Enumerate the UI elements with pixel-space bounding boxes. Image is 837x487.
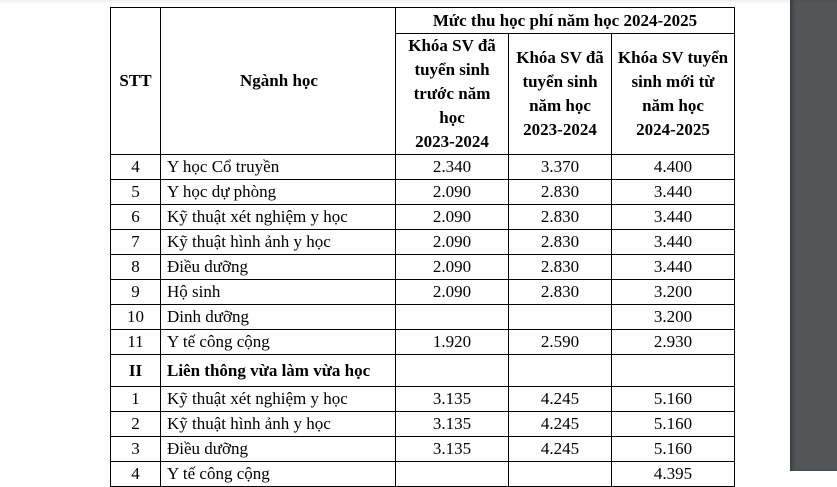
cell-fee-before-2023 [396,462,509,487]
table-row [111,462,735,487]
cell-major: Điều dưỡng [161,255,396,280]
cell-fee-before-2023: 3.135 [396,412,509,437]
table-row [111,305,735,330]
header-line: 2023-2024 [523,120,597,139]
cell-major: Y học Cổ truyền [161,155,396,180]
cell-major: Y học dự phòng [161,180,396,205]
cell-fee-2024: 5.160 [612,437,735,462]
header-col-before-2023 [396,34,509,155]
cell-stt: 11 [111,330,161,355]
cell-fee-2024: 3.440 [612,255,735,280]
cell-fee-2023: 2.830 [509,255,612,280]
cell-major: Hộ sinh [161,280,396,305]
cell-major: Kỹ thuật hình ảnh y học [161,412,396,437]
cell-stt: 7 [111,230,161,255]
header-line: Khóa SV tuyển [617,48,729,67]
cell-fee-2024: 3.440 [612,205,735,230]
cell-fee-2023 [509,355,612,387]
cell-major: Kỹ thuật xét nghiệm y học [161,387,396,412]
cell-fee-2023: 2.830 [509,280,612,305]
cell-fee-2023 [509,305,612,330]
table-row [111,437,735,462]
cell-fee-2023: 2.590 [509,330,612,355]
cell-fee-before-2023: 2.340 [396,155,509,180]
viewer-scroll-area[interactable] [790,0,837,471]
header-line: sinh mới từ [631,72,715,91]
cell-stt: 8 [111,255,161,280]
table-row [111,412,735,437]
header-col-2023 [509,34,612,155]
cell-fee-before-2023 [396,305,509,330]
section-row [111,355,735,387]
cell-fee-before-2023 [396,355,509,387]
cell-fee-2023: 2.830 [509,205,612,230]
header-line: Khóa SV đã [516,48,604,67]
cell-fee-2024 [612,355,735,387]
cell-stt: 2 [111,412,161,437]
cell-fee-2024: 3.440 [612,180,735,205]
cell-fee-2024: 5.160 [612,387,735,412]
page-top-shadow [0,0,790,4]
header-line: 2023-2024 [415,132,489,151]
cell-fee-before-2023: 2.090 [396,230,509,255]
cell-fee-before-2023: 3.135 [396,387,509,412]
cell-fee-2024: 4.400 [612,155,735,180]
header-major: Ngành học [161,8,396,155]
cell-fee-2024: 3.440 [612,230,735,255]
table-row [111,230,735,255]
cell-fee-before-2023: 2.090 [396,205,509,230]
cell-major: Kỹ thuật xét nghiệm y học [161,205,396,230]
cell-section-title: Liên thông vừa làm vừa học [161,355,396,387]
header-line: Khóa SV đã [408,36,496,55]
cell-fee-2023: 2.830 [509,180,612,205]
cell-stt: 3 [111,437,161,462]
cell-fee-2023: 4.245 [509,387,612,412]
cell-fee-before-2023: 2.090 [396,180,509,205]
cell-stt: 5 [111,180,161,205]
cell-fee-before-2023: 1.920 [396,330,509,355]
cell-fee-2023: 3.370 [509,155,612,180]
table-row [111,155,735,180]
table-row [111,330,735,355]
cell-major: Y tế công cộng [161,462,396,487]
cell-fee-2023: 4.245 [509,437,612,462]
cell-section-number: II [111,355,161,387]
header-line: tuyển sinh [414,60,490,79]
cell-stt: 6 [111,205,161,230]
header-fee-group: Mức thu học phí năm học 2024-2025 [396,8,735,34]
header-row-group [111,8,735,34]
cell-stt: 4 [111,462,161,487]
header-line: trước năm học [413,84,491,127]
cell-major: Điều dưỡng [161,437,396,462]
table-row [111,180,735,205]
header-line: tuyển sinh [522,72,598,91]
cell-fee-2024: 4.395 [612,462,735,487]
cell-major: Dinh dưỡng [161,305,396,330]
cell-stt: 1 [111,387,161,412]
table-row [111,280,735,305]
cell-fee-2024: 3.200 [612,305,735,330]
table-row [111,255,735,280]
cell-major: Kỹ thuật hình ảnh y học [161,230,396,255]
header-line: năm học [642,96,704,115]
cell-fee-2023 [509,462,612,487]
cell-fee-2024: 3.200 [612,280,735,305]
cell-fee-2023: 2.830 [509,230,612,255]
header-col-2024 [612,34,735,155]
header-line: năm học [529,96,591,115]
cell-fee-2024: 5.160 [612,412,735,437]
table-row [111,205,735,230]
cell-fee-before-2023: 2.090 [396,255,509,280]
cell-fee-before-2023: 3.135 [396,437,509,462]
header-stt: STT [111,8,161,155]
cell-stt: 4 [111,155,161,180]
tuition-table [110,7,735,487]
cell-fee-before-2023: 2.090 [396,280,509,305]
header-line: 2024-2025 [636,120,710,139]
table-row [111,387,735,412]
cell-stt: 10 [111,305,161,330]
cell-fee-2024: 2.930 [612,330,735,355]
cell-fee-2023: 4.245 [509,412,612,437]
cell-stt: 9 [111,280,161,305]
cell-major: Y tế công cộng [161,330,396,355]
